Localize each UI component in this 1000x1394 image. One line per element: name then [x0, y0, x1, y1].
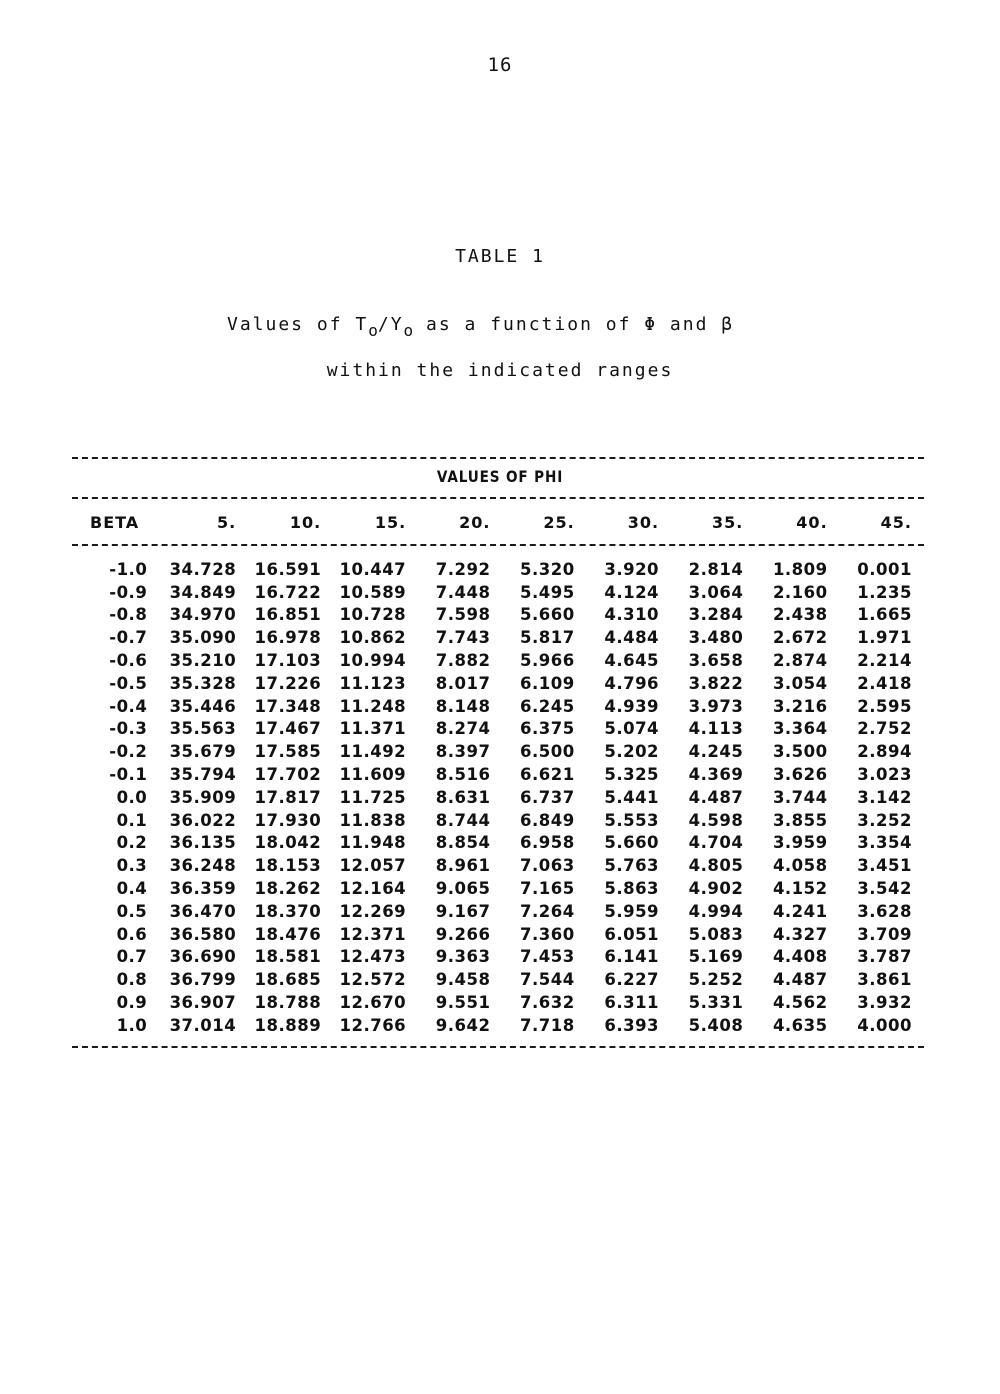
- table-cell: 37.014: [169, 1015, 237, 1035]
- table-row: [72, 992, 912, 1015]
- table-row: [72, 559, 912, 582]
- table-row: [72, 901, 912, 924]
- table-cell: 4.484: [604, 628, 660, 648]
- table-cell: 6.958: [520, 833, 575, 853]
- table-cell: 4.245: [688, 742, 744, 762]
- column-header-phi: 35.: [712, 512, 744, 532]
- table-cell: 18.788: [254, 992, 322, 1012]
- table-cell: 12.766: [339, 1015, 407, 1035]
- table-cell: 5.083: [688, 924, 744, 944]
- table-cell: 10.862: [339, 628, 407, 648]
- table-cell: 5.169: [688, 947, 744, 967]
- table-cell: 3.054: [772, 673, 828, 693]
- table-head: [72, 508, 912, 536]
- table-cell: 17.817: [254, 787, 322, 807]
- beta-value-cell: 0.9: [116, 992, 148, 1012]
- table-cell: 11.725: [339, 787, 407, 807]
- table-cell: 5.202: [604, 742, 660, 762]
- table-cell: 18.262: [254, 878, 322, 898]
- table-cell: 4.562: [772, 992, 828, 1012]
- beta-value-cell: -0.7: [109, 628, 148, 648]
- table-cell: 6.051: [604, 924, 660, 944]
- table-cell: 35.563: [169, 719, 237, 739]
- table-cell: 3.628: [857, 901, 912, 921]
- table-cell: 8.274: [435, 719, 491, 739]
- table-cell: 18.153: [254, 856, 322, 876]
- table-cell: 7.360: [520, 924, 575, 944]
- table-cell: 3.023: [857, 764, 912, 784]
- table-cell: 6.141: [604, 947, 660, 967]
- table-cell: 18.685: [254, 970, 322, 990]
- table-cell: 17.467: [254, 719, 322, 739]
- table-cell: 4.796: [604, 673, 660, 693]
- table-cell: 3.861: [857, 970, 912, 990]
- table-cell: 17.103: [254, 650, 322, 670]
- table-cell: 35.328: [169, 673, 237, 693]
- table-row: [72, 969, 912, 992]
- beta-value-cell: -0.6: [109, 650, 148, 670]
- column-header-phi: 30.: [627, 512, 660, 532]
- table-cell: 34.970: [169, 605, 237, 625]
- table-cell: 36.022: [169, 810, 237, 830]
- table-cell: 11.248: [339, 696, 407, 716]
- table-cell: 2.874: [772, 650, 828, 670]
- beta-value-cell: -0.8: [109, 605, 148, 625]
- beta-value-cell: 0.3: [116, 856, 148, 876]
- table-cell: 3.744: [772, 787, 828, 807]
- table-cell: 3.354: [857, 833, 912, 853]
- table-cell: 3.787: [857, 947, 912, 967]
- table-cell: 36.799: [169, 970, 237, 990]
- table-cell: 3.064: [688, 582, 744, 602]
- table-cell: 4.645: [604, 650, 660, 670]
- table-cell: 3.252: [857, 810, 912, 830]
- table-cell: 11.838: [339, 810, 407, 830]
- table-cell: 9.065: [435, 878, 491, 898]
- spacer-row: [72, 536, 912, 559]
- table-cell: 4.487: [688, 787, 744, 807]
- table-title: TABLE 1: [455, 246, 545, 267]
- table-cell: 5.074: [604, 719, 660, 739]
- caption-subscript-2: o: [403, 321, 414, 340]
- values-table: [72, 508, 912, 1038]
- table-cell: 8.516: [435, 764, 491, 784]
- table-cell: 12.473: [339, 947, 407, 967]
- table-cell: 2.214: [857, 650, 912, 670]
- table-cell: 12.057: [339, 856, 407, 876]
- table-cell: 17.702: [254, 764, 322, 784]
- table-cell: 35.909: [169, 787, 237, 807]
- table-row: [72, 832, 912, 855]
- table-cell: 2.814: [688, 559, 744, 579]
- table-cell: 4.598: [688, 810, 744, 830]
- table-row: [72, 810, 912, 833]
- table-cell: 16.851: [254, 605, 322, 625]
- table-cell: 3.959: [772, 833, 828, 853]
- table-cell: 16.978: [254, 628, 322, 648]
- page-number: 16: [487, 54, 513, 76]
- table-row: [72, 650, 912, 673]
- column-header-phi: 45.: [880, 512, 912, 532]
- table-cell: 12.670: [339, 992, 407, 1012]
- table-cell: 6.849: [520, 810, 575, 830]
- table-cell: 9.266: [435, 924, 491, 944]
- group-header-values-of-phi: VALUES OF PHI: [436, 467, 564, 486]
- table-cell: 11.492: [339, 742, 407, 762]
- table-cell: 4.369: [688, 764, 744, 784]
- table-cell: 8.631: [435, 787, 491, 807]
- table-cell: 17.348: [254, 696, 322, 716]
- table-cell: 10.728: [339, 605, 407, 625]
- table-cell: 2.894: [857, 742, 912, 762]
- table-cell: 16.591: [254, 559, 322, 579]
- dashed-rule-top: [72, 457, 924, 459]
- column-header-phi: 10.: [289, 512, 322, 532]
- table-cell: 34.849: [169, 582, 237, 602]
- beta-value-cell: -0.2: [109, 742, 148, 762]
- table-cell: 35.090: [169, 628, 237, 648]
- table-cell: 35.679: [169, 742, 237, 762]
- table-cell: 18.889: [254, 1015, 322, 1035]
- table-cell: 1.809: [772, 559, 828, 579]
- table-cell: 4.994: [688, 901, 744, 921]
- table-cell: 3.626: [772, 764, 828, 784]
- table-cell: 3.932: [857, 992, 912, 1012]
- table-row: [72, 696, 912, 719]
- table-row: [72, 718, 912, 741]
- table-cell: 7.718: [520, 1015, 575, 1035]
- table-cell: 4.113: [688, 719, 744, 739]
- beta-value-cell: 0.1: [116, 810, 148, 830]
- column-header-phi: 15.: [374, 512, 407, 532]
- table-cell: 5.320: [520, 559, 575, 579]
- table-cell: 3.364: [772, 719, 828, 739]
- table-cell: 4.241: [772, 901, 828, 921]
- table-cell: 9.363: [435, 947, 491, 967]
- beta-value-cell: -0.5: [109, 673, 148, 693]
- table-cell: 35.210: [169, 650, 237, 670]
- table-cell: 18.042: [254, 833, 322, 853]
- table-row: [72, 582, 912, 605]
- table-cell: 1.235: [857, 582, 912, 602]
- table-cell: 5.331: [688, 992, 744, 1012]
- dashed-rule-under-group-header: [72, 497, 924, 499]
- column-header-phi: 5.: [217, 512, 237, 532]
- beta-value-cell: -0.1: [109, 764, 148, 784]
- table-row: [72, 855, 912, 878]
- table-cell: 16.722: [254, 582, 322, 602]
- table-cell: 8.397: [435, 742, 491, 762]
- table-row: [72, 946, 912, 969]
- beta-value-cell: 1.0: [116, 1015, 148, 1035]
- table-cell: 12.572: [339, 970, 407, 990]
- caption-prefix: Values of T: [227, 314, 369, 335]
- table-cell: 7.632: [520, 992, 575, 1012]
- table-cell: 11.371: [339, 719, 407, 739]
- table-cell: 2.672: [772, 628, 828, 648]
- table-cell: 36.580: [169, 924, 237, 944]
- table-cell: 4.310: [604, 605, 660, 625]
- table-cell: 7.063: [520, 856, 575, 876]
- table-cell: 35.794: [169, 764, 237, 784]
- caption-subscript-1: o: [368, 321, 378, 340]
- table-cell: 6.109: [520, 673, 575, 693]
- table-cell: 5.441: [604, 787, 660, 807]
- beta-value-cell: -0.4: [109, 696, 148, 716]
- table-cell: 6.393: [604, 1015, 660, 1035]
- table-cell: 5.553: [604, 810, 660, 830]
- table-cell: 3.216: [772, 696, 828, 716]
- table-cell: 3.973: [688, 696, 744, 716]
- caption-slash: /Y: [377, 314, 404, 335]
- table-cell: 11.123: [339, 673, 407, 693]
- table-cell: 4.000: [857, 1015, 912, 1035]
- table-cell: 36.690: [169, 947, 237, 967]
- dashed-rule-bottom: [72, 1046, 924, 1048]
- table-cell: 7.292: [435, 559, 491, 579]
- column-header-phi: 25.: [543, 512, 575, 532]
- table-cell: 3.709: [857, 924, 912, 944]
- table-cell: 4.327: [772, 924, 828, 944]
- table-cell: 9.551: [435, 992, 491, 1012]
- table-cell: 3.920: [604, 559, 660, 579]
- table-cell: 9.642: [435, 1015, 491, 1035]
- table-cell: 3.822: [688, 673, 744, 693]
- column-header-phi: 40.: [796, 512, 828, 532]
- table-cell: 18.581: [254, 947, 322, 967]
- table-row: [72, 764, 912, 787]
- table-cell: 8.744: [435, 810, 491, 830]
- table-cell: 4.939: [604, 696, 660, 716]
- table-cell: 4.152: [772, 878, 828, 898]
- table-cell: 10.589: [339, 582, 407, 602]
- table-cell: 3.855: [772, 810, 828, 830]
- table-cell: 6.621: [520, 764, 575, 784]
- table-cell: 18.476: [254, 924, 322, 944]
- table-cell: 7.448: [435, 582, 491, 602]
- table-cell: 4.124: [604, 582, 660, 602]
- table-cell: 5.959: [604, 901, 660, 921]
- table-cell: 8.017: [435, 673, 491, 693]
- beta-value-cell: -1.0: [109, 559, 148, 579]
- table-cell: 7.165: [520, 878, 575, 898]
- table-cell: 7.882: [435, 650, 491, 670]
- table-cell: 11.609: [339, 764, 407, 784]
- table-cell: 5.817: [520, 628, 575, 648]
- table-cell: 2.160: [772, 582, 828, 602]
- spacer-cell: [72, 536, 912, 559]
- table-cell: 3.451: [857, 856, 912, 876]
- table-body: [72, 536, 912, 1038]
- table-cell: 3.542: [857, 878, 912, 898]
- beta-value-cell: 0.7: [116, 947, 148, 967]
- table-cell: 7.598: [435, 605, 491, 625]
- table-cell: 5.763: [604, 856, 660, 876]
- beta-value-cell: 0.4: [116, 878, 148, 898]
- table-cell: 6.227: [604, 970, 660, 990]
- table-cell: 2.418: [857, 673, 912, 693]
- table-cell: 36.135: [169, 833, 237, 853]
- table-cell: 18.370: [254, 901, 322, 921]
- table-caption-line-2: within the indicated ranges: [326, 360, 674, 381]
- table-cell: 2.438: [772, 605, 828, 625]
- table-cell: 6.500: [520, 742, 575, 762]
- table-row: [72, 741, 912, 764]
- table-cell: 6.375: [520, 719, 575, 739]
- table-cell: 8.148: [435, 696, 491, 716]
- table-cell: 9.167: [435, 901, 491, 921]
- table-row: [72, 627, 912, 650]
- table-cell: 1.665: [857, 605, 912, 625]
- table-cell: 8.854: [435, 833, 491, 853]
- table-cell: 5.966: [520, 650, 575, 670]
- table-cell: 7.544: [520, 970, 575, 990]
- table-cell: 17.226: [254, 673, 322, 693]
- table-cell: 2.752: [857, 719, 912, 739]
- table-cell: 8.961: [435, 856, 491, 876]
- table-cell: 11.948: [339, 833, 407, 853]
- table-cell: 5.660: [604, 833, 660, 853]
- table-cell: 7.743: [435, 628, 491, 648]
- table-cell: 5.325: [604, 764, 660, 784]
- table-cell: 4.058: [772, 856, 828, 876]
- table-cell: 5.252: [688, 970, 744, 990]
- beta-value-cell: 0.6: [116, 924, 148, 944]
- table-row: [72, 787, 912, 810]
- table-cell: 36.359: [169, 878, 237, 898]
- beta-value-cell: 0.8: [116, 970, 148, 990]
- table-row: [72, 604, 912, 627]
- table-cell: 0.001: [857, 559, 912, 579]
- table-cell: 3.142: [857, 787, 912, 807]
- column-header-phi: 20.: [459, 512, 491, 532]
- beta-value-cell: 0.0: [116, 787, 148, 807]
- table-cell: 9.458: [435, 970, 491, 990]
- table-row: [72, 1015, 912, 1038]
- table-cell: 12.371: [339, 924, 407, 944]
- column-header-beta: BETA: [90, 512, 140, 532]
- table-cell: 4.408: [772, 947, 828, 967]
- table-cell: 3.658: [688, 650, 744, 670]
- table-cell: 36.470: [169, 901, 237, 921]
- table-cell: 7.264: [520, 901, 575, 921]
- column-header-row: [72, 508, 912, 536]
- caption-suffix: as a function of Φ and β: [413, 314, 735, 335]
- table-cell: 36.248: [169, 856, 237, 876]
- table-cell: 34.728: [169, 559, 237, 579]
- table-cell: 1.971: [857, 628, 912, 648]
- beta-value-cell: 0.5: [116, 901, 148, 921]
- table-cell: 7.453: [520, 947, 575, 967]
- table-cell: 12.269: [339, 901, 407, 921]
- table-cell: 5.495: [520, 582, 575, 602]
- table-caption-line-1: [227, 314, 735, 340]
- table-row: [72, 673, 912, 696]
- table-cell: 2.595: [857, 696, 912, 716]
- table-cell: 17.930: [254, 810, 322, 830]
- table-cell: 4.487: [772, 970, 828, 990]
- table-row: [72, 878, 912, 901]
- beta-value-cell: -0.3: [109, 719, 148, 739]
- table-row: [72, 924, 912, 947]
- table-cell: 3.500: [772, 742, 828, 762]
- table-cell: 6.245: [520, 696, 575, 716]
- table-cell: 4.805: [688, 856, 744, 876]
- table-cell: 10.447: [339, 559, 407, 579]
- table-cell: 12.164: [339, 878, 407, 898]
- table-cell: 36.907: [169, 992, 237, 1012]
- table-cell: 4.902: [688, 878, 744, 898]
- table-cell: 3.480: [688, 628, 744, 648]
- table-cell: 35.446: [169, 696, 237, 716]
- table-cell: 5.863: [604, 878, 660, 898]
- beta-value-cell: 0.2: [116, 833, 148, 853]
- table-cell: 6.311: [604, 992, 660, 1012]
- table-cell: 4.635: [772, 1015, 828, 1035]
- table-cell: 3.284: [688, 605, 744, 625]
- table-cell: 4.704: [688, 833, 744, 853]
- table-cell: 5.660: [520, 605, 575, 625]
- table-cell: 17.585: [254, 742, 322, 762]
- table-cell: 10.994: [339, 650, 407, 670]
- beta-value-cell: -0.9: [109, 582, 148, 602]
- table-cell: 5.408: [688, 1015, 744, 1035]
- table-cell: 6.737: [520, 787, 575, 807]
